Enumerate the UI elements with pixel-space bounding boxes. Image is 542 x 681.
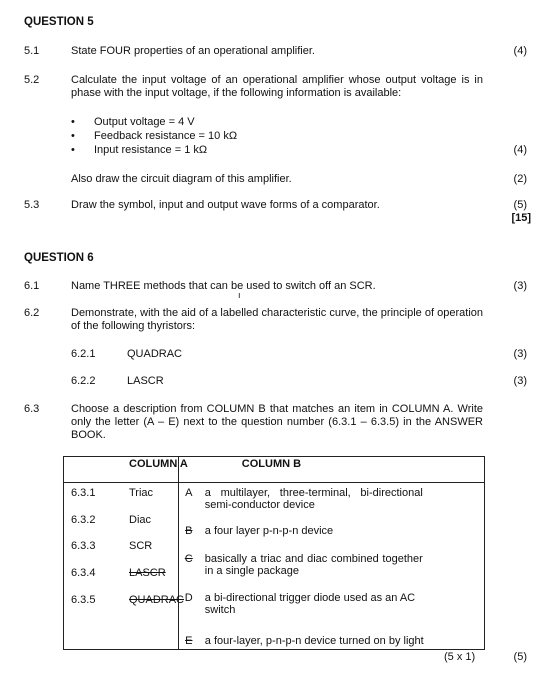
q61-text: Name THREE methods that can be used to switch off an SCR.	[71, 280, 376, 292]
q52-bullet-3: Input resistance = 1 kΩ	[94, 144, 208, 156]
bullet-icon: •	[71, 130, 75, 142]
q61-number: 6.1	[24, 280, 40, 292]
column-a-header: COLUMN A	[129, 458, 188, 470]
option-description: a bi-directional trigger diode used as an AC switch	[204, 592, 416, 616]
q62-text: Demonstrate, with the aid of a labelled characteristic curve, the principle of operation of the following thyristors:	[71, 307, 483, 332]
q63-number: 6.3	[24, 403, 40, 415]
q53-mark: (5)	[513, 199, 527, 211]
bullet-icon: •	[71, 144, 75, 156]
q621-number: 6.2.1	[71, 348, 96, 360]
pen-tick-mark: ı	[238, 290, 241, 300]
q53-text: Draw the symbol, input and output wave forms of a comparator.	[71, 199, 380, 211]
q52-bullet-2: Feedback resistance = 10 kΩ	[94, 130, 238, 142]
table-row-num: 6.3.4	[71, 567, 96, 579]
q52-mark: (4)	[513, 144, 527, 156]
q621-name: QUADRAC	[127, 348, 183, 360]
matching-table	[63, 456, 485, 650]
table-row-num: 6.3.5	[71, 594, 96, 606]
table-row-item: Diac	[129, 514, 152, 526]
q622-number: 6.2.2	[71, 375, 96, 387]
option-letter: C	[184, 553, 193, 565]
table-row-item: QUADRAC	[129, 594, 185, 606]
column-a-body	[64, 483, 185, 650]
q52-also-mark: (2)	[513, 173, 527, 185]
table-row-num: 6.3.1	[71, 487, 96, 499]
column-b-header: COLUMN B	[241, 458, 302, 470]
q621-mark: (3)	[513, 348, 527, 360]
q62-number: 6.2	[24, 307, 40, 319]
option-letter: A	[185, 487, 193, 499]
q63-text: Choose a description from COLUMN B that matches an item in COLUMN A. Write only the letter (A – E) next to the question number (6.3.1 – 6.3.5) in the ANSWER BOOK.	[71, 403, 483, 441]
option-letter: D	[184, 592, 193, 604]
table-row-item: SCR	[129, 540, 153, 552]
question-5-heading: QUESTION 5	[24, 16, 94, 28]
q5-total: [15]	[511, 212, 531, 224]
option-description: a four layer p-n-p-n device	[204, 525, 334, 537]
option-letter: E	[185, 635, 193, 647]
option-description: a multilayer, three-terminal, bi-directional semi-conductor device	[204, 487, 423, 511]
q51-text: State FOUR properties of an operational amplifier.	[71, 45, 315, 57]
q52-bullet-1: Output voltage = 4 V	[94, 116, 195, 128]
table-row-num: 6.3.2	[71, 514, 96, 526]
q61-mark: (3)	[513, 280, 527, 292]
q51-mark: (4)	[513, 45, 527, 57]
q52-text: Calculate the input voltage of an operational amplifier whose output voltage is in phase with the input voltage, if the following information is available:	[71, 74, 483, 99]
q52-number: 5.2	[24, 74, 40, 86]
table-row-num: 6.3.3	[71, 540, 96, 552]
option-description: basically a triac and diac combined together in a single package	[204, 553, 423, 577]
column-b-body	[178, 483, 484, 650]
option-description: a four-layer, p-n-p-n device turned on by light	[204, 635, 424, 647]
column-a-header-cell	[64, 457, 188, 483]
q52-also-text: Also draw the circuit diagram of this amplifier.	[71, 173, 292, 185]
option-letter: B	[185, 525, 193, 537]
question-6-heading: QUESTION 6	[24, 252, 94, 264]
table-row-item: Triac	[129, 487, 154, 499]
q63-mark: (5)	[513, 651, 527, 663]
q63-sub-mark: (5 x 1)	[444, 651, 476, 663]
q622-mark: (3)	[513, 375, 527, 387]
q51-number: 5.1	[24, 45, 40, 57]
q53-number: 5.3	[24, 199, 40, 211]
bullet-icon: •	[71, 116, 75, 128]
table-row-item: LASCR	[129, 567, 166, 579]
q622-name: LASCR	[127, 375, 164, 387]
